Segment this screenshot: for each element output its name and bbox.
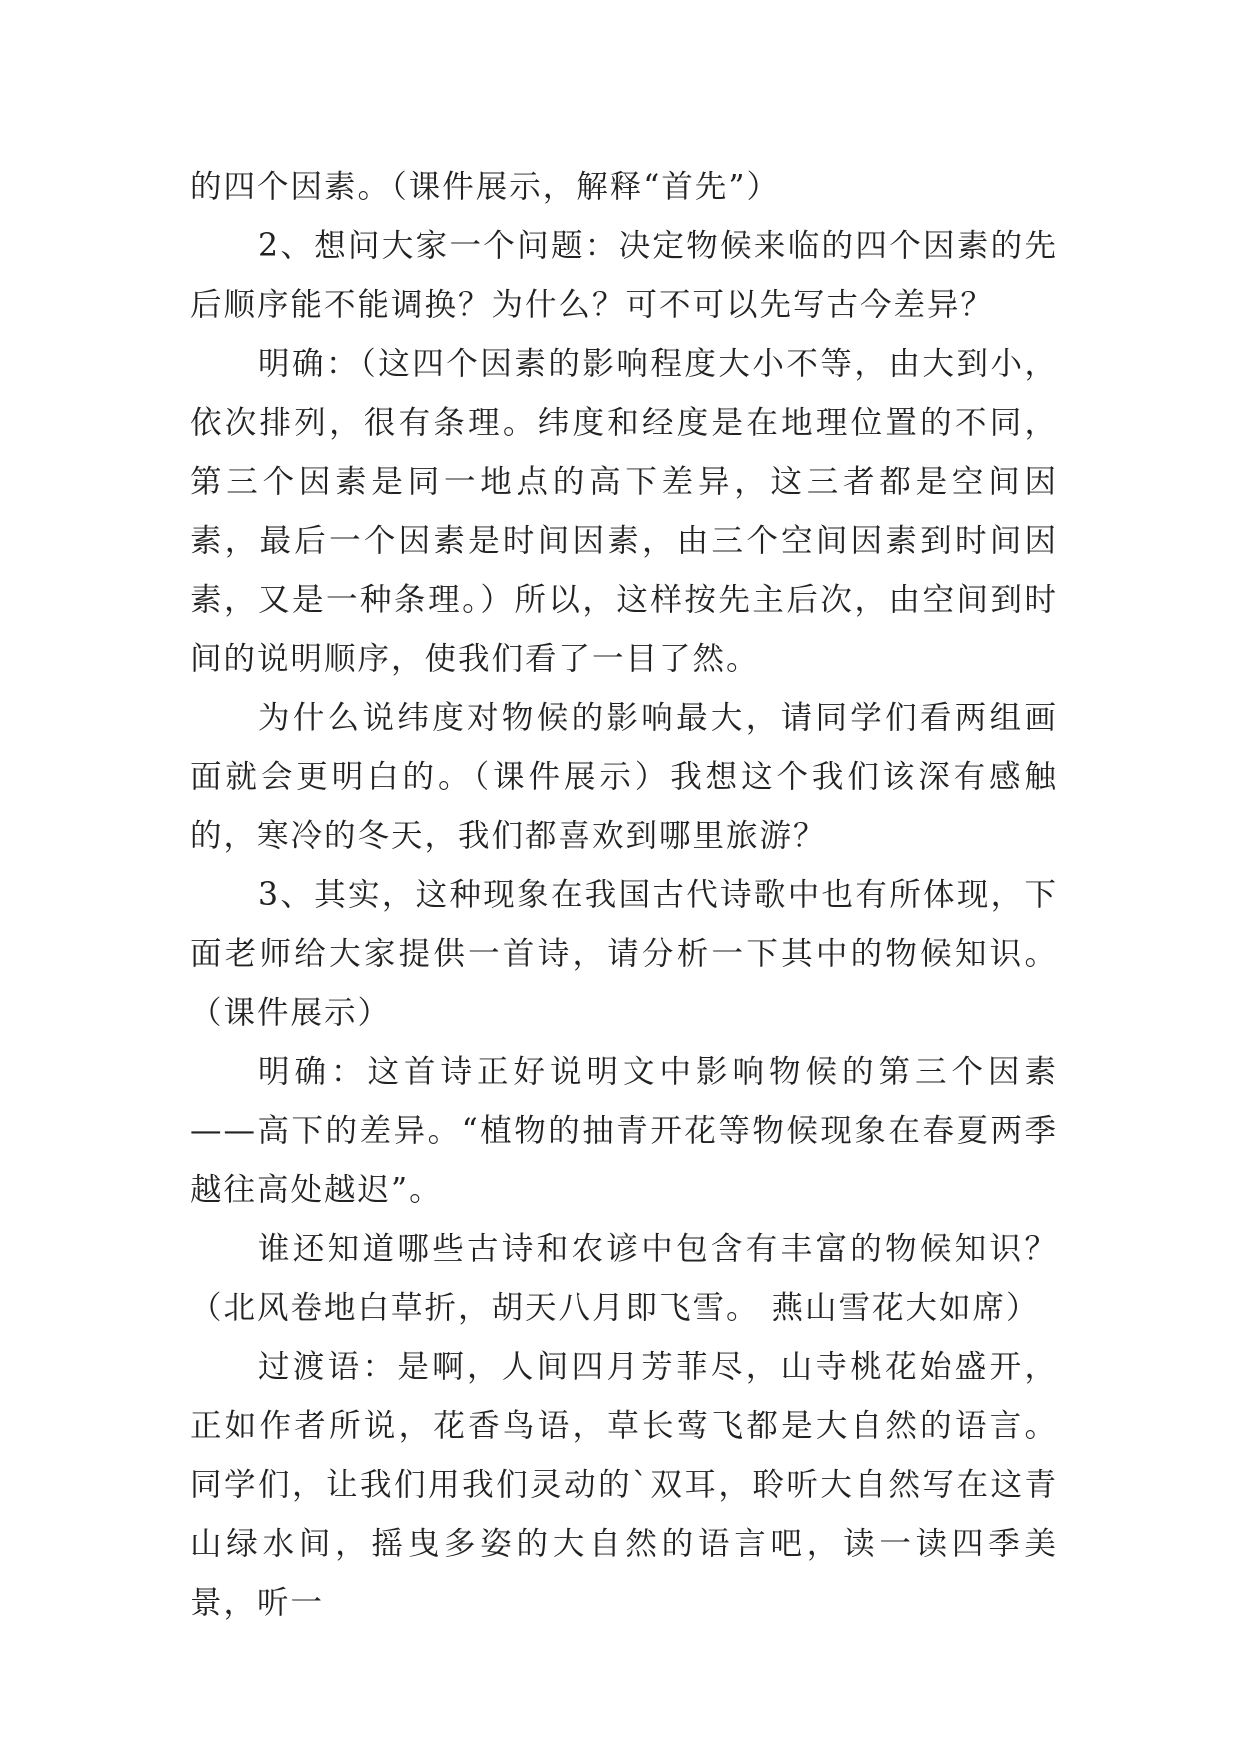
paragraph-4: 为什么说纬度对物候的影响最大，请同学们看两组画面就会更明白的。（课件展示）我想这个我们该深有感触的，寒冷的冬天，我们都喜欢到哪里旅游？ [190, 700, 1058, 854]
paragraph-3: 明确：（这四个因素的影响程度大小不等，由大到小，依次排列，很有条理。纬度和经度是在地理位置的不同，第三个因素是同一地点的高下差异，这三者都是空间因素，最后一个因素是时间因素，由三个空间因素到时间因素，又是一种条理。）所以，这样按先主后次，由空间到时间的说明顺序，使我们看了一目了然。 [190, 346, 1058, 677]
document-body [190, 158, 1058, 1633]
paragraph-7: 谁还知道哪些古诗和农谚中包含有丰富的物候知识？（北风卷地白草折，胡天八月即飞雪。 燕山雪花大如席） [190, 1231, 1058, 1326]
paragraph-5: 3、其实，这种现象在我国古代诗歌中也有所体现，下面老师给大家提供一首诗，请分析一下其中的物候知识。（课件展示） [190, 877, 1058, 1031]
paragraph-2: 2、想问大家一个问题：决定物候来临的四个因素的先后顺序能不能调换？为什么？可不可以先写古今差异？ [190, 228, 1058, 323]
paragraph-1: 的四个因素。（课件展示，解释“首先”） [190, 169, 780, 205]
paragraph-8: 过渡语：是啊，人间四月芳菲尽，山寺桃花始盛开，正如作者所说，花香鸟语，草长莺飞都是大自然的语言。同学们，让我们用我们灵动的`双耳，聆听大自然写在这青山绿水间，摇曳多姿的大自然的语言吧，读一读四季美景，听一 [190, 1349, 1058, 1621]
paragraph-6: 明确：这首诗正好说明文中影响物候的第三个因素——高下的差异。“植物的抽青开花等物候现象在春夏两季越往高处越迟”。 [190, 1054, 1058, 1208]
